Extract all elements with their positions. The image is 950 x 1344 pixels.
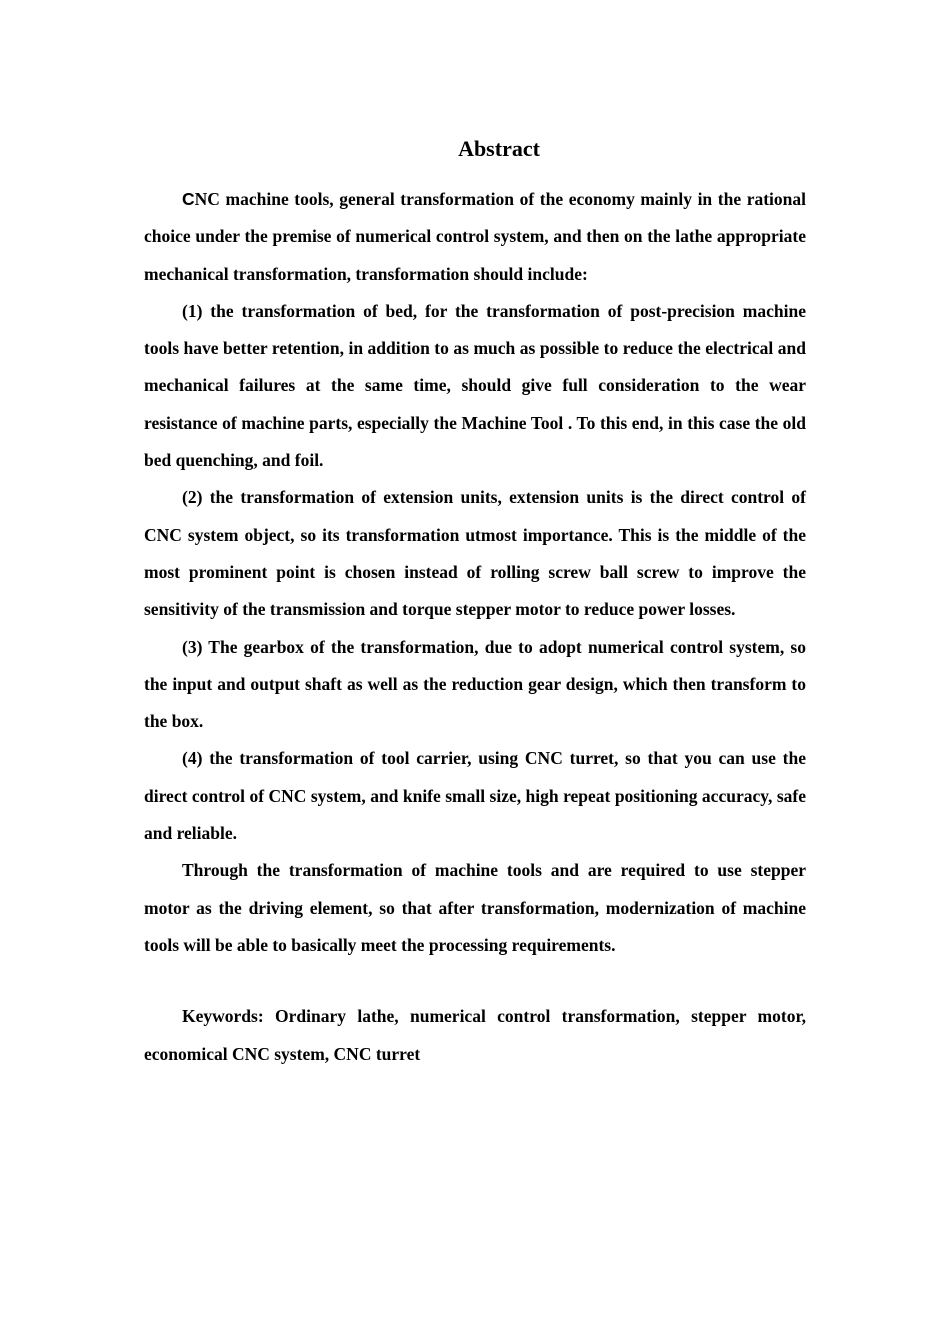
conclusion-paragraph: Through the transformation of machine tools and are required to use stepper motor as the driving element, so that after transformation, modernization of machine tools will be able to basically meet the processing requirements. bbox=[144, 860, 806, 955]
item-1-paragraph: (1) the transformation of bed, for the transformation of post-precision machine tools have better retention, in addition to as much as possible to reduce the electrical and mechanical failures at the same time, should give full consideration to the wear resistance of machine parts, especially the Machine Tool . To this end, in this case the old bed quenching, and foil. bbox=[144, 300, 806, 471]
intro-lead-letter: C bbox=[182, 189, 195, 209]
intro-paragraph bbox=[144, 181, 806, 293]
abstract-body bbox=[144, 181, 806, 1073]
item-4-paragraph: (4) the transformation of tool carrier, using CNC turret, so that you can use the direct control of CNC system, and knife small size, high repeat positioning accuracy, safe and reliable. bbox=[144, 748, 806, 844]
section-spacer bbox=[144, 964, 806, 998]
abstract-title: Abstract bbox=[458, 136, 540, 161]
keywords-paragraph: Keywords: Ordinary lathe, numerical control transformation, stepper motor, economical CNC system, CNC turret bbox=[144, 1006, 806, 1064]
intro-text: NC machine tools, general transformation of the economy mainly in the rational choice under the premise of numerical control system, and then on the lathe appropriate mechanical transformation, transformation should include: bbox=[144, 189, 806, 284]
item-3-paragraph: (3) The gearbox of the transformation, due to adopt numerical control system, so the input and output shaft as well as the reduction gear design, which then transform to the box. bbox=[144, 636, 806, 732]
item-2-paragraph: (2) the transformation of extension units, extension units is the direct control of CNC system object, so its transformation utmost importance. This is the middle of the most prominent point is chosen instead of rolling screw ball screw to improve the sensitivity of the transmission and torque stepper motor to reduce power losses. bbox=[144, 487, 806, 620]
